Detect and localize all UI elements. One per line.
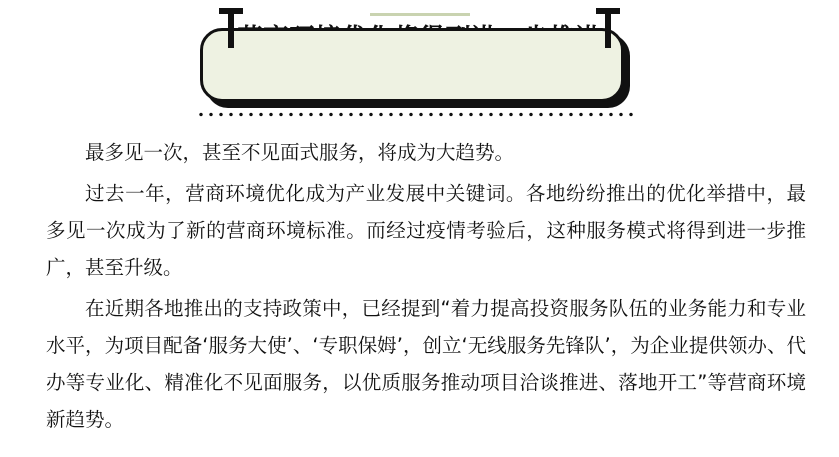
paragraph: 在近期各地推出的支持政策中，已经提到“着力提高投资服务队伍的业务能力和专业水平，为项目配备‘服务大使’、‘专职保姆’，创立‘无线服务先锋队’，为企业提供领办、代办等专业化、精准化不见面服务，以优质服务推动项目洽谈推进、落地开工”等营商环境新趋势。	[46, 297, 806, 431]
clip-pin-left-icon	[228, 8, 234, 48]
heading-banner	[0, 0, 839, 122]
paragraph: 最多见一次，甚至不见面式服务，将成为大趋势。	[85, 141, 515, 164]
heading-accent-line	[370, 13, 470, 16]
body-copy	[46, 134, 806, 442]
clip-pin-right-icon	[605, 8, 611, 48]
clip-pin-cap-right-icon	[596, 8, 620, 14]
dotted-divider	[196, 112, 636, 117]
heading-banner-plate	[200, 28, 624, 102]
paragraph: 过去一年，营商环境优化成为产业发展中关键词。各地纷纷推出的优化举措中，最多见一次成为了新的营商环境标准。而经过疫情考验后，这种服务模式将得到进一步推广，甚至升级。	[46, 182, 806, 279]
clip-pin-cap-left-icon	[219, 8, 243, 14]
